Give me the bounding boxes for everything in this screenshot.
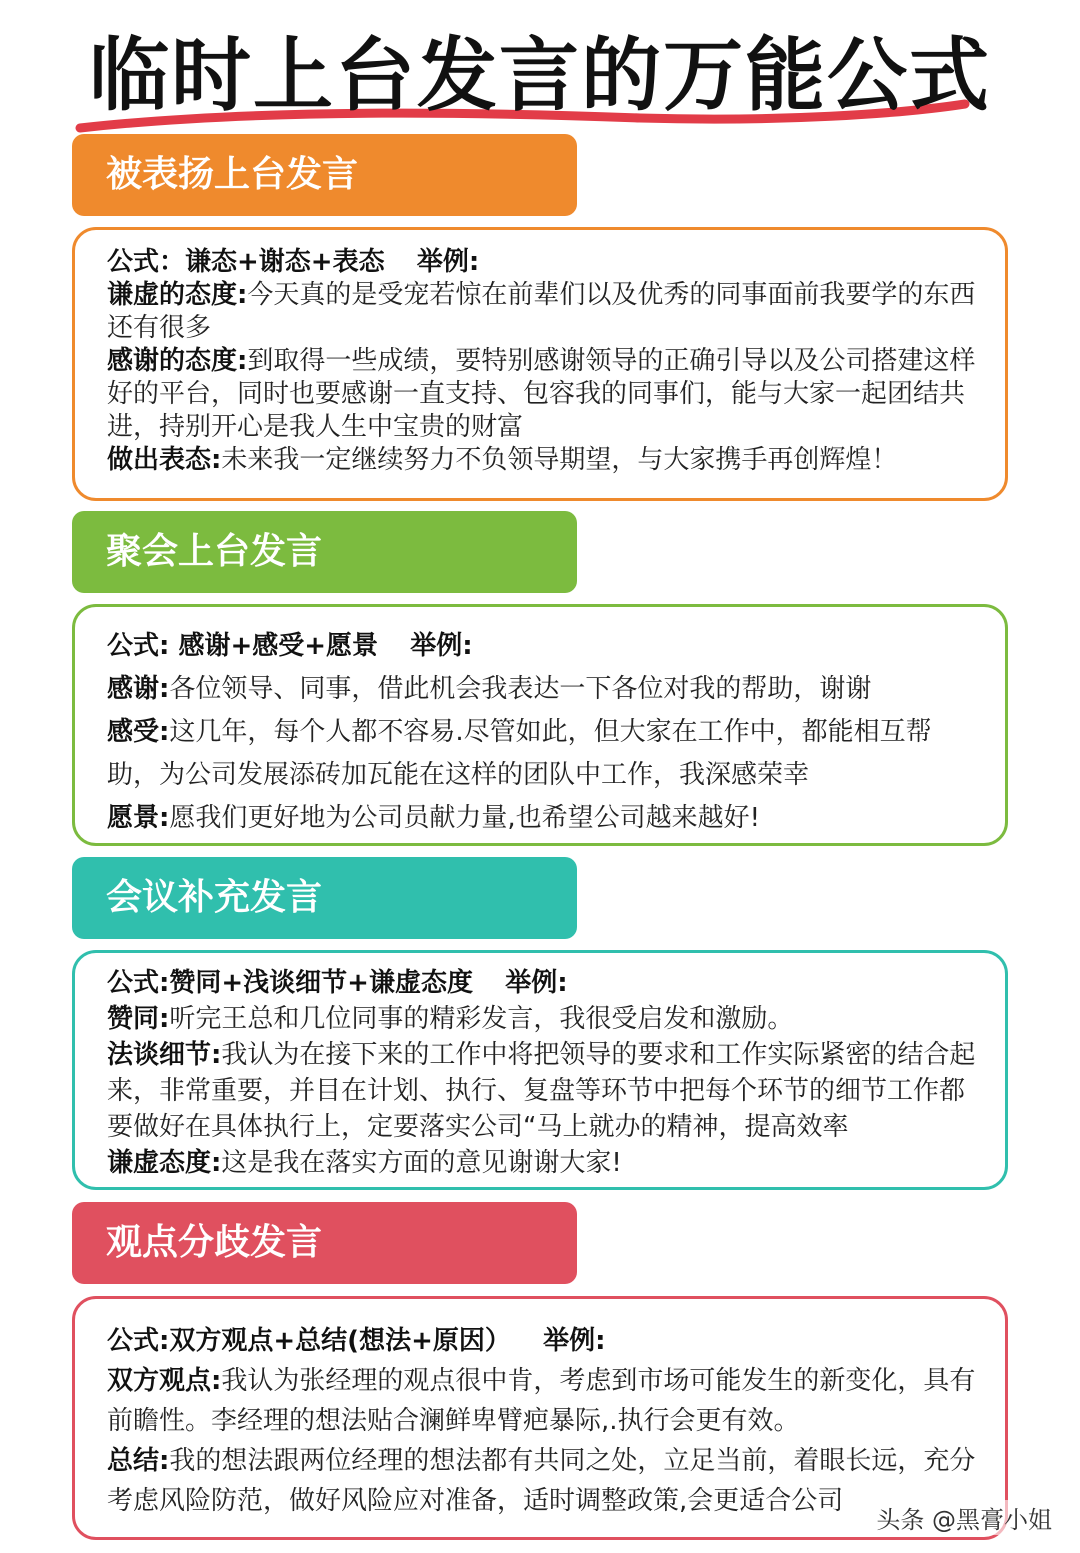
formula-line <box>107 625 981 668</box>
example-item <box>107 1037 981 1145</box>
example-item <box>107 1001 981 1037</box>
item-text: 听完王总和几位同事的精彩发言，我很受启发和激励。 <box>169 1004 794 1034</box>
example-item <box>107 444 981 477</box>
example-label: 举例: <box>543 1326 606 1356</box>
item-label: 感受: <box>107 717 170 747</box>
item-text: 这是我在落实方面的意见谢谢大家! <box>221 1148 622 1178</box>
item-label: 感谢的态度: <box>107 346 248 376</box>
item-label: 赞同: <box>107 1004 170 1034</box>
item-label: 谦虚的态度: <box>107 280 248 310</box>
example-item <box>107 345 981 444</box>
item-text: 我的想法跟两位经理的想法都有共同之处，立足当前，着眼长远，充分考虑风险防范，做好风险应对准备，适时调整政策,会更适合公司 <box>107 1446 976 1516</box>
section-tab-meeting <box>72 857 577 939</box>
section-tab-party <box>72 511 577 593</box>
example-label: 举例: <box>410 631 473 661</box>
section-box-meeting <box>72 950 1008 1190</box>
item-label: 感谢: <box>107 674 170 704</box>
section-tab-disagreement <box>72 1202 577 1284</box>
example-label: 举例: <box>416 247 480 277</box>
formula-text: 公式:双方观点+总结(想法+原因） <box>107 1326 511 1356</box>
section-heading: 会议补充发言 <box>106 877 323 918</box>
item-text: 到取得一些成绩，要特别感谢领导的正确引导以及公司搭建这样好的平台，同时也要感谢一直支持、包容我的同事们，能与大家一起团结共进，持别开心是我人生中宝贵的财富 <box>107 346 976 442</box>
section-heading: 观点分歧发言 <box>106 1222 323 1263</box>
watermark: 头条 @黑膏小姐 <box>872 1500 1056 1535</box>
formula-line <box>107 1321 981 1361</box>
example-item <box>107 1361 981 1441</box>
formula-line <box>107 965 981 1001</box>
title-area <box>0 0 1080 140</box>
item-text: 我认为在接下来的工作中将把领导的要求和工作实际紧密的结合起来，非常重要，并目在计划、执行、复盘等环节中把每个环节的细节工作都要做好在具体执行上，定要落实公司“马上就办的精神，提高效率 <box>107 1040 976 1142</box>
formula-line <box>107 246 981 279</box>
formula-text: 公式：谦态+谢态+表态 <box>107 247 385 277</box>
item-label: 谦虚态度: <box>107 1148 222 1178</box>
item-text: 今天真的是受宠若惊在前辈们以及优秀的同事面前我要学的东西还有很多 <box>107 280 976 343</box>
example-item <box>107 279 981 345</box>
item-text: 未来我一定继续努力不负领导期望，与大家携手再创辉煌！ <box>221 445 898 475</box>
section-heading: 被表扬上台发言 <box>106 154 359 195</box>
example-item <box>107 711 981 797</box>
section-heading: 聚会上台发言 <box>106 531 323 572</box>
example-item <box>107 1441 981 1521</box>
section-tab-praised <box>72 134 577 216</box>
example-item <box>107 797 981 840</box>
formula-text: 公式: 感谢+感受+愿景 <box>107 631 379 661</box>
item-text: 这几年，每个人都不容易.尽管如此，但大家在工作中，都能相互帮助，为公司发展添砖加瓦能在这样的团队中工作，我深感荣幸 <box>107 717 932 790</box>
example-item <box>107 668 981 711</box>
section-box-praised <box>72 227 1008 501</box>
item-label: 双方观点: <box>107 1366 222 1396</box>
section-box-party <box>72 604 1008 846</box>
item-text: 愿我们更好地为公司员献力量,也希望公司越来越好! <box>169 803 761 833</box>
formula-text: 公式:赞同+浅谈细节+谦虚态度 <box>107 968 473 998</box>
item-label: 总结: <box>107 1446 170 1476</box>
item-label: 法谈细节: <box>107 1040 222 1070</box>
page-title: 临时上台发言的万能公式 <box>89 29 991 122</box>
item-label: 愿景: <box>107 803 170 833</box>
example-label: 举例: <box>505 968 568 998</box>
item-text: 各位领导、同事，借此机会我表达一下各位对我的帮助，谢谢 <box>169 674 872 704</box>
item-label: 做出表态: <box>107 445 222 475</box>
example-item <box>107 1145 981 1181</box>
item-text: 我认为张经理的观点很中肯，考虑到市场可能发生的新变化，具有前瞻性。李经理的想法贴合澜鲜卑臂疤暴际,.执行会更有效。 <box>107 1366 976 1436</box>
section-box-disagreement <box>72 1296 1008 1540</box>
